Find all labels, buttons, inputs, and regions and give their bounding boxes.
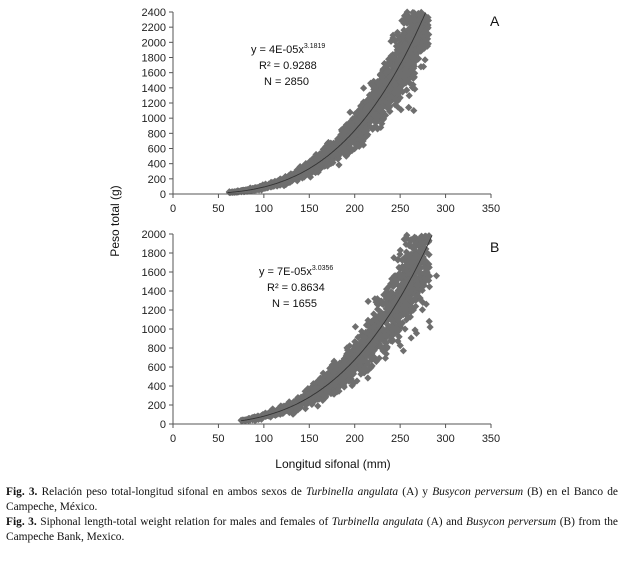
- panel-b-equation: $y = 7E-05x^{3.0356}$: [259, 265, 334, 278]
- x-tick-label: 350: [481, 433, 501, 445]
- caption-es-species-1: Turbinella angulata: [305, 486, 399, 498]
- data-point: [421, 56, 428, 63]
- figure-caption-es: [6, 485, 618, 515]
- caption-es-text-1: Relación peso total-longitud sifonal en ambos sexos de: [41, 486, 306, 498]
- y-tick-label: 1400: [141, 286, 166, 298]
- y-tick-label: 1200: [141, 98, 166, 110]
- caption-es-text-3: (B) en el Banco de Campeche, México.: [6, 486, 618, 513]
- y-tick-label: 400: [147, 158, 166, 171]
- y-tick-label: 1600: [141, 67, 166, 80]
- caption-es-species-2: Busycon perversum: [432, 486, 524, 498]
- figure-caption-en: [6, 515, 618, 545]
- data-point: [335, 161, 342, 168]
- caption-en-text-2: (A) and: [423, 516, 467, 528]
- panel-a-n: N = 2850: [264, 76, 309, 88]
- x-tick-label: 50: [212, 433, 225, 445]
- data-point: [352, 323, 359, 330]
- y-tick-label: 2400: [141, 7, 166, 19]
- y-tick-label: 1800: [141, 248, 166, 260]
- caption-es-text-2: (A) y: [398, 486, 433, 498]
- data-point: [365, 298, 372, 305]
- caption-en-text-3: (B) from the Campeche Bank, Mexico.: [6, 516, 618, 543]
- panel-b-y-ticks: [142, 229, 173, 431]
- x-tick-label: 100: [254, 203, 274, 215]
- x-tick-label: 50: [212, 203, 225, 215]
- y-tick-label: 2000: [141, 229, 166, 241]
- x-tick-label: 350: [481, 203, 501, 215]
- data-point: [346, 109, 353, 116]
- y-axis-title: Peso total (g): [108, 185, 122, 257]
- y-tick-label: 0: [159, 419, 166, 431]
- data-point: [426, 318, 433, 325]
- x-tick-label: 250: [390, 433, 410, 445]
- panel-a-label: A: [490, 13, 500, 29]
- panel-b-label: B: [490, 239, 500, 255]
- y-tick-label: 1600: [141, 267, 166, 279]
- panel-b-x-ticks: [170, 424, 500, 445]
- y-tick-label: 600: [147, 143, 166, 156]
- panel-b-r-squared: R² = 0.8634: [267, 282, 325, 294]
- y-tick-label: 2000: [141, 37, 166, 50]
- x-tick-label: 150: [300, 433, 319, 445]
- panel-b: [142, 229, 501, 445]
- x-tick-label: 300: [436, 433, 455, 445]
- panel-b-n: N = 1655: [272, 298, 317, 310]
- y-tick-label: 800: [147, 343, 166, 355]
- panel-a-y-ticks: [142, 7, 173, 201]
- y-tick-label: 1800: [141, 52, 166, 65]
- x-tick-label: 200: [345, 433, 364, 445]
- x-tick-label: 150: [300, 203, 319, 215]
- caption-en-species-2: Busycon perversum: [466, 516, 557, 528]
- data-point: [360, 85, 367, 92]
- caption-en-text-1: Siphonal length-total weight relation for males and females of: [40, 516, 332, 528]
- x-tick-label: 250: [390, 203, 410, 215]
- y-tick-label: 2200: [141, 22, 166, 35]
- panel-a-r-squared: R² = 0.9288: [259, 60, 317, 72]
- data-point: [419, 306, 426, 313]
- y-tick-label: 1400: [141, 82, 166, 95]
- y-tick-label: 1000: [141, 324, 166, 336]
- x-tick-label: 0: [169, 433, 177, 445]
- y-tick-label: 200: [147, 400, 166, 412]
- y-tick-label: 800: [147, 128, 166, 141]
- caption-en-label: Fig. 3.: [6, 516, 37, 528]
- caption-es-label: Fig. 3.: [6, 486, 38, 498]
- data-point: [427, 324, 434, 331]
- y-tick-label: 0: [159, 189, 166, 201]
- x-tick-label: 100: [254, 433, 274, 445]
- data-point: [397, 247, 404, 254]
- data-point: [408, 334, 415, 341]
- y-tick-label: 1000: [141, 113, 166, 126]
- panel-a-equation: $y = 4E-05x^{3.1819}$: [251, 43, 326, 56]
- data-point: [364, 374, 371, 381]
- data-point: [433, 272, 440, 279]
- x-tick-label: 300: [436, 203, 455, 215]
- caption-en-species-1: Turbinella angulata: [331, 516, 424, 528]
- panel-a-points: [226, 9, 433, 197]
- y-tick-label: 600: [147, 362, 166, 374]
- y-tick-label: 1200: [141, 305, 166, 317]
- x-axis-title: Longitud sifonal (mm): [275, 457, 391, 471]
- panel-b-points: [238, 232, 433, 425]
- data-point: [426, 283, 433, 290]
- y-tick-label: 400: [147, 381, 166, 393]
- x-tick-label: 0: [169, 203, 177, 215]
- x-tick-label: 200: [345, 203, 364, 215]
- panel-a: [142, 7, 501, 215]
- panel-a-x-ticks: [170, 194, 500, 215]
- y-tick-label: 200: [147, 173, 166, 186]
